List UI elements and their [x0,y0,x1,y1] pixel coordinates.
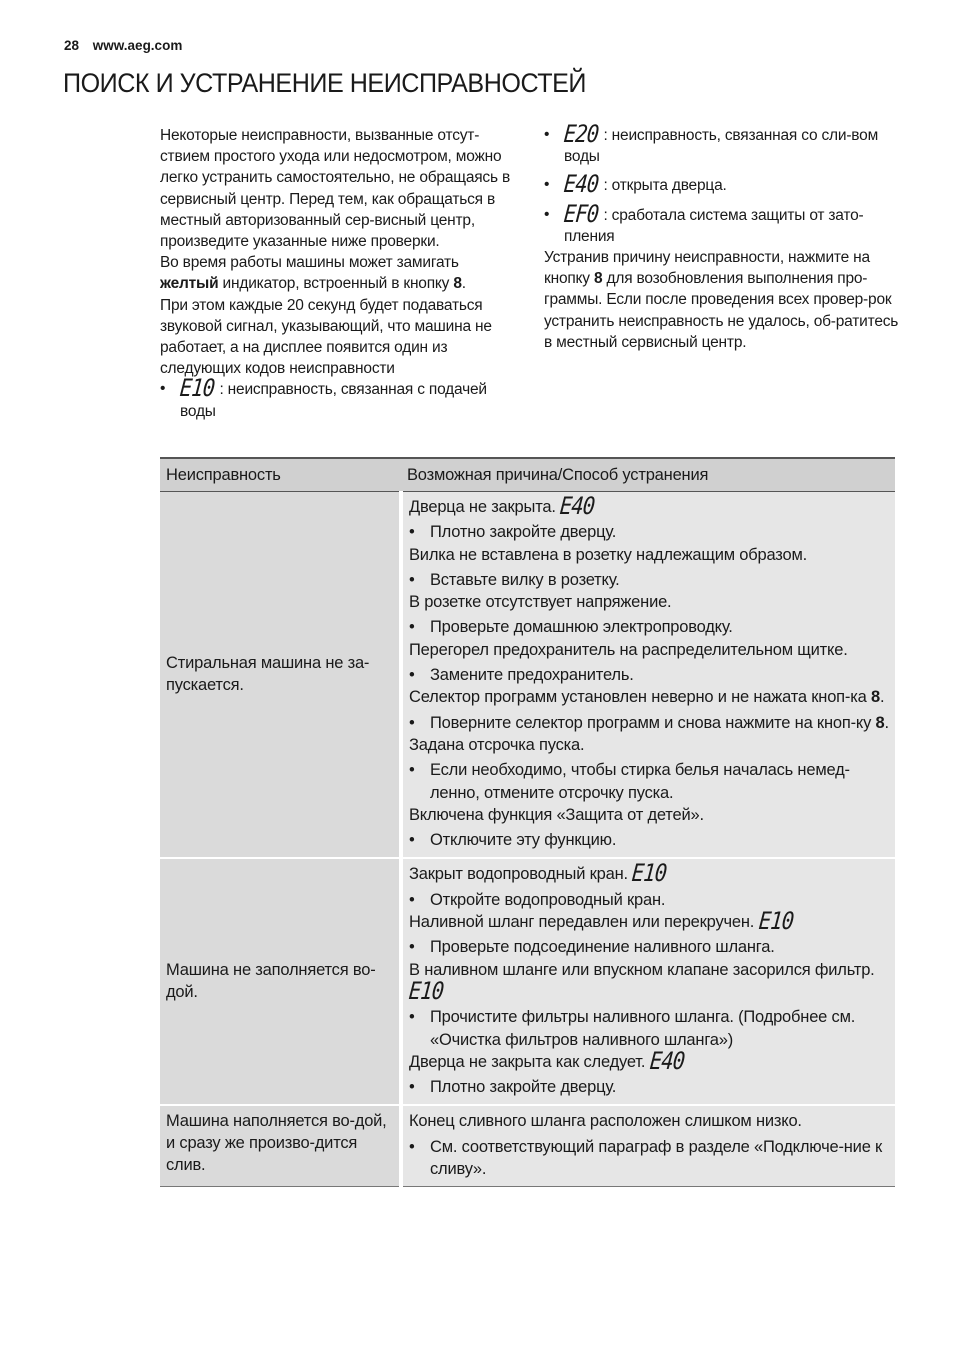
code-item-ef0: • EF0 : сработала система защиты от зато-пления [544,199,864,245]
column-header-fault: Неисправность [160,458,401,492]
cause-text: Задана отсрочка пуска. [409,735,585,754]
table-row [160,1105,895,1186]
cause-cell [401,1105,895,1186]
cause-text: Включена функция «Защита от детей». [409,805,704,824]
error-code: E40 [648,1046,686,1075]
error-code: EF0 [562,199,600,228]
page-number: 28 [64,38,80,53]
error-code: E10 [178,374,216,403]
remedy-item: • Откройте водопроводный кран. [409,890,666,909]
fault-cell: Машина наполняется во-дой, и сразу же произво-дится слив. [160,1105,401,1186]
cause-cell [401,492,895,859]
indicator-paragraph: Во время работы машины может замигать желтый индикатор, встроенный в кнопку 8. [160,254,466,293]
remedy-item: • Вставьте вилку в розетку. [409,570,620,589]
error-code: E20 [562,120,600,148]
intro-paragraph: Некоторые неисправности, вызванные отсут-ствием простого ухода или недосмотром, можно легко устранить самостоятельно, не обращаясь в сервисный центр. Перед тем, как обращаться в местный авторизованный сер-висный центр, произведите указанные ниже проверки. [160,127,511,251]
page-header [64,38,182,53]
cause-text: Перегорел предохранитель на распределительном щитке. [409,640,848,659]
remedy-item: • Замените предохранитель. [409,666,634,685]
fault-cell: Стиральная машина не за-пускается. [160,492,401,859]
code-item-e20: • E20 : неисправность, связанная со сли-вом воды [544,120,879,166]
error-code: E40 [558,492,596,520]
restart-paragraph: Устранив причину неисправности, нажмите на кнопку 8 для возобновления выполнения про-граммы. Если после проведения всех провер-рок устранить неисправность не удалось, об-ратитесь в местный сервисный центр. [544,249,899,351]
cause-text: Вилка не вставлена в розетку надлежащим образом. [409,545,807,564]
intro-column-left [160,125,512,422]
cause-text: В розетке отсутствует напряжение. [409,593,672,612]
code-item-e10: • E10 : неисправность, связанная с подачей воды [160,374,487,420]
fault-cell: Машина не заполняется во-дой. [160,858,401,1105]
page-title: ПОИСК И УСТРАНЕНИЕ НЕИСПРАВНОСТЕЙ [63,68,587,98]
remedy-item: • Плотно закройте дверцу. [409,1078,617,1097]
site-url[interactable]: www.aeg.com [92,38,183,53]
cause-text: Дверца не закрыта. E40 [409,492,596,520]
error-code: E10 [407,976,445,1005]
error-code: E10 [757,907,795,936]
cause-cell [401,858,895,1105]
error-code: E10 [631,859,668,888]
remedy-item: • Отключите эту функцию. [409,831,617,850]
remedy-item: • Поверните селектор программ и снова нажмите на кноп-ку 8. [409,713,889,732]
cause-text: Конец сливного шланга расположен слишком низко. [409,1112,802,1131]
remedy-item: • Проверьте домашнюю электропроводку. [409,618,733,637]
troubleshooting-table [160,457,895,1187]
remedy-item: • См. соответствующий параграф в разделе «Подключе-ние к сливу». [409,1137,883,1179]
remedy-item: • Проверьте подсоединение наливного шланга. [409,938,775,957]
signal-paragraph: При этом каждые 20 секунд будет подаваться звуковой сигнал, указывающий, что машина не работает, а на дисплее появится один из следующих кодов неисправности [160,296,492,378]
table-header-row [160,458,895,492]
column-header-cause: Возможная причина/Способ устранения [401,458,895,492]
intro-column-right [544,120,899,353]
remedy-item: • Если необходимо, чтобы стирка белья началась немед-ленно, отмените отсрочку пуска. [409,761,850,802]
yellow-word: желтый [160,275,219,293]
remedy-item: • Прочистите фильтры наливного шланга. (Подробнее см. «Очистка фильтров наливного шланга») [409,1008,856,1049]
remedy-item: • Плотно закройте дверцу. [409,523,617,542]
cause-text: Дверца не закрыта как следует. E40 [409,1046,686,1075]
cause-text: Закрыт водопроводный кран. E10 [409,859,668,888]
table-row [160,858,895,1105]
table-row [160,492,895,859]
cause-text: Наливной шланг передавлен или перекручен. E10 [409,907,795,936]
cause-text: Селектор программ установлен неверно и не нажата кноп-ка 8. [409,688,885,707]
cause-text: В наливном шланге или впускном клапане засорился фильтр. E10 [407,960,875,1005]
code-item-e40: • E40 : открыта дверца. [544,170,727,199]
error-code: E40 [562,170,600,199]
